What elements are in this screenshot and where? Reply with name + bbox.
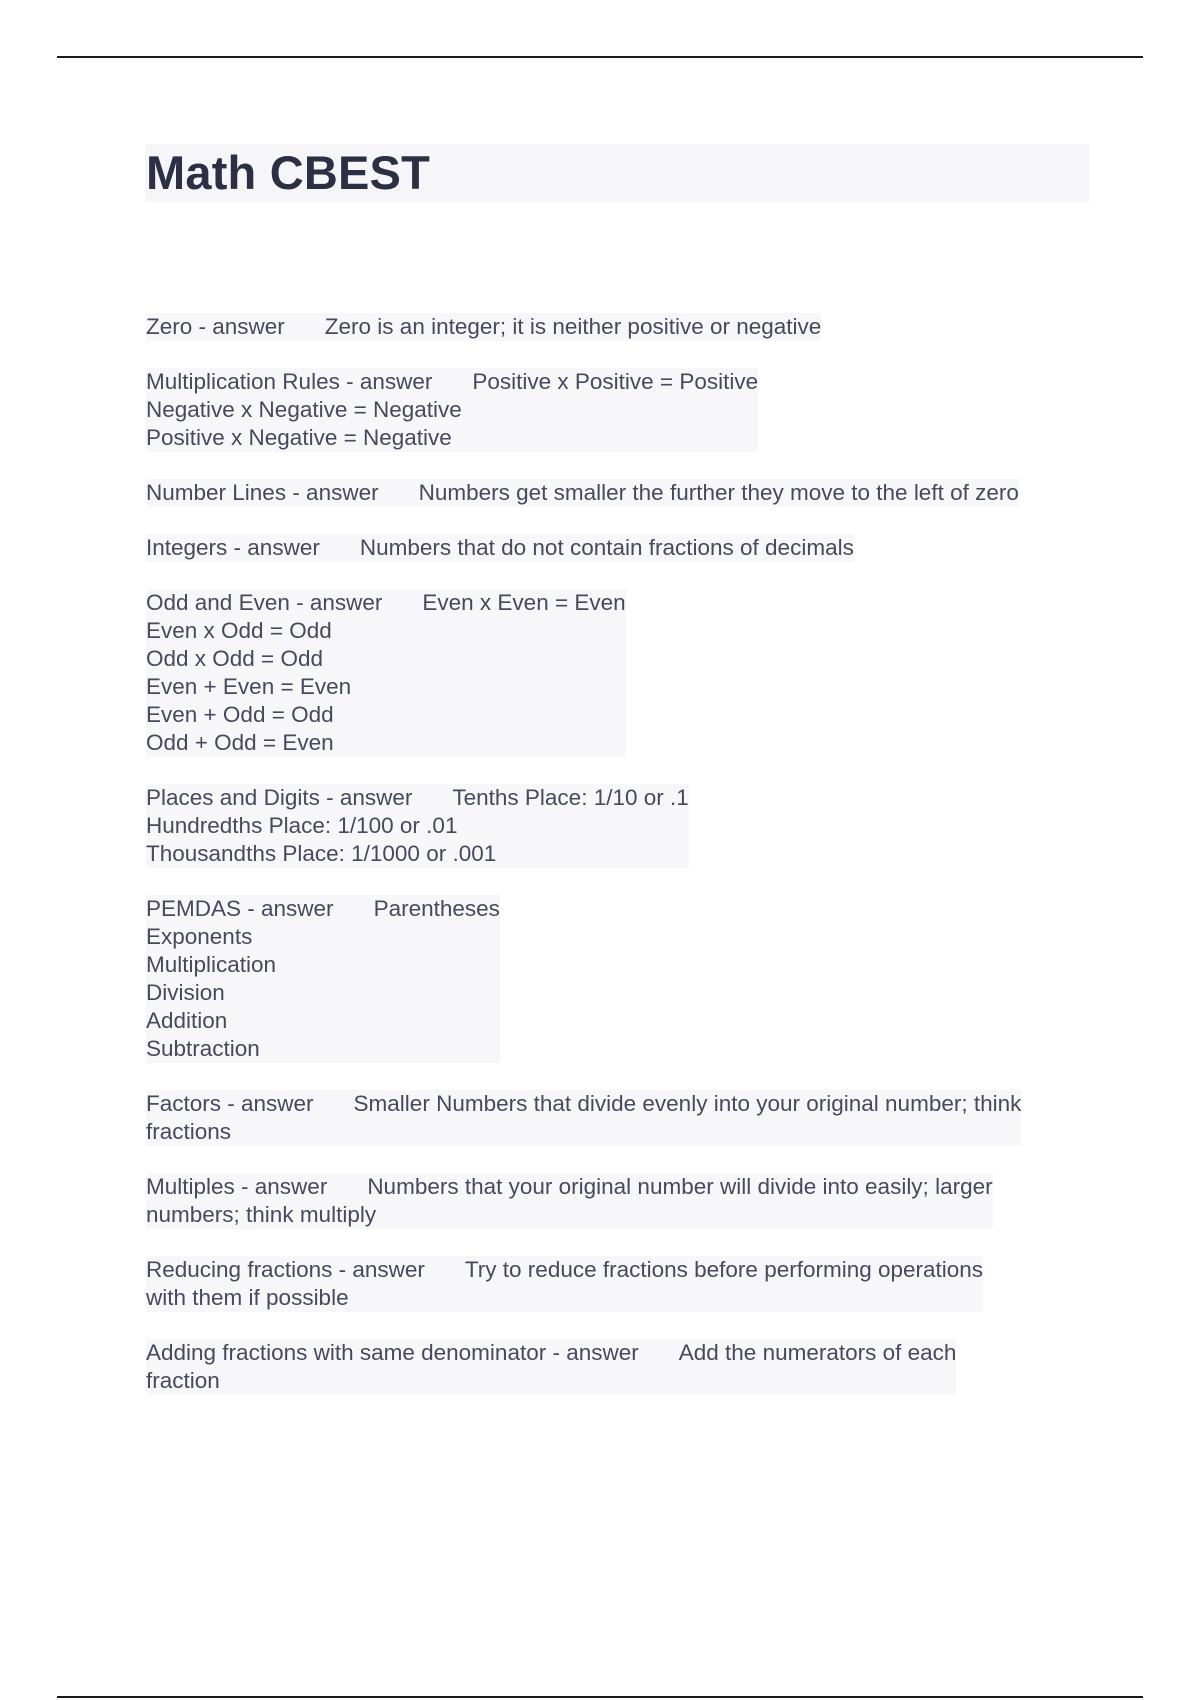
card-answer-line: Odd x Odd = Odd	[146, 646, 323, 671]
card-answer-line: Even + Odd = Odd	[146, 702, 334, 727]
card-answer-line: Odd + Odd = Even	[146, 730, 334, 755]
flashcard-number-lines	[146, 479, 1096, 507]
header-rule	[57, 56, 1143, 58]
card-answer-line: Zero is an integer; it is neither positive or negative	[324, 314, 822, 339]
card-answer-line: Negative x Negative = Negative	[146, 397, 462, 422]
card-answer-line: Try to reduce fractions before performing operations	[464, 1257, 984, 1282]
card-answer-line: Add the numerators of each	[678, 1340, 957, 1365]
card-answer-line: Numbers that your original number will divide into easily; larger	[367, 1174, 993, 1199]
card-answer-line: Numbers get smaller the further they move to the left of zero	[418, 480, 1019, 505]
card-term: Reducing fractions - answer	[146, 1257, 425, 1282]
card-answer-line: Numbers that do not contain fractions of decimals	[359, 535, 854, 560]
flashcard-factors	[146, 1090, 1096, 1146]
card-term: Multiplication Rules - answer	[146, 369, 433, 394]
page-title: Math CBEST	[146, 146, 430, 199]
card-answer-line: Positive x Negative = Negative	[146, 425, 452, 450]
card-answer-line: Positive x Positive = Positive	[472, 369, 759, 394]
flashcard-places-and-digits	[146, 784, 1096, 868]
card-term: Multiples - answer	[146, 1174, 328, 1199]
card-answer-line: Even x Even = Even	[422, 590, 626, 615]
flashcard-integers	[146, 534, 1096, 562]
card-term: Factors - answer	[146, 1091, 314, 1116]
card-answer-line: with them if possible	[146, 1285, 349, 1310]
card-answer-line: fraction	[146, 1368, 220, 1393]
flashcard-adding-fractions	[146, 1339, 1096, 1395]
card-answer-line: Even + Even = Even	[146, 674, 352, 699]
card-answer-line: Exponents	[146, 924, 253, 949]
card-answer-line: Smaller Numbers that divide evenly into your original number; think	[353, 1091, 1022, 1116]
card-answer-line: Tenths Place: 1/10 or .1	[452, 785, 689, 810]
card-answer-line: Parentheses	[373, 896, 500, 921]
card-term: Odd and Even - answer	[146, 590, 383, 615]
card-term: PEMDAS - answer	[146, 896, 334, 921]
flashcard-zero	[146, 313, 1096, 341]
card-term: Places and Digits - answer	[146, 785, 413, 810]
card-answer-line: Division	[146, 980, 225, 1005]
card-answer-line: numbers; think multiply	[146, 1202, 377, 1227]
flashcard-reducing-fractions	[146, 1256, 1096, 1312]
card-answer-line: Subtraction	[146, 1036, 260, 1061]
card-answer-line: Addition	[146, 1008, 228, 1033]
card-term: Zero - answer	[146, 314, 285, 339]
card-term: Integers - answer	[146, 535, 320, 560]
footer-rule	[57, 1696, 1143, 1698]
flashcard-pemdas	[146, 895, 1096, 1063]
card-answer-line: Multiplication	[146, 952, 277, 977]
flashcard-multiplication-rules	[146, 368, 1096, 452]
card-term: Adding fractions with same denominator - answer	[146, 1340, 639, 1365]
card-answer-line: Thousandths Place: 1/1000 or .001	[146, 841, 497, 866]
flashcard-list	[146, 313, 1096, 1422]
card-answer-line: Hundredths Place: 1/100 or .01	[146, 813, 458, 838]
flashcard-odd-and-even	[146, 589, 1096, 757]
card-answer-line: Even x Odd = Odd	[146, 618, 332, 643]
card-term: Number Lines - answer	[146, 480, 379, 505]
card-answer-line: fractions	[146, 1119, 232, 1144]
flashcard-multiples	[146, 1173, 1096, 1229]
